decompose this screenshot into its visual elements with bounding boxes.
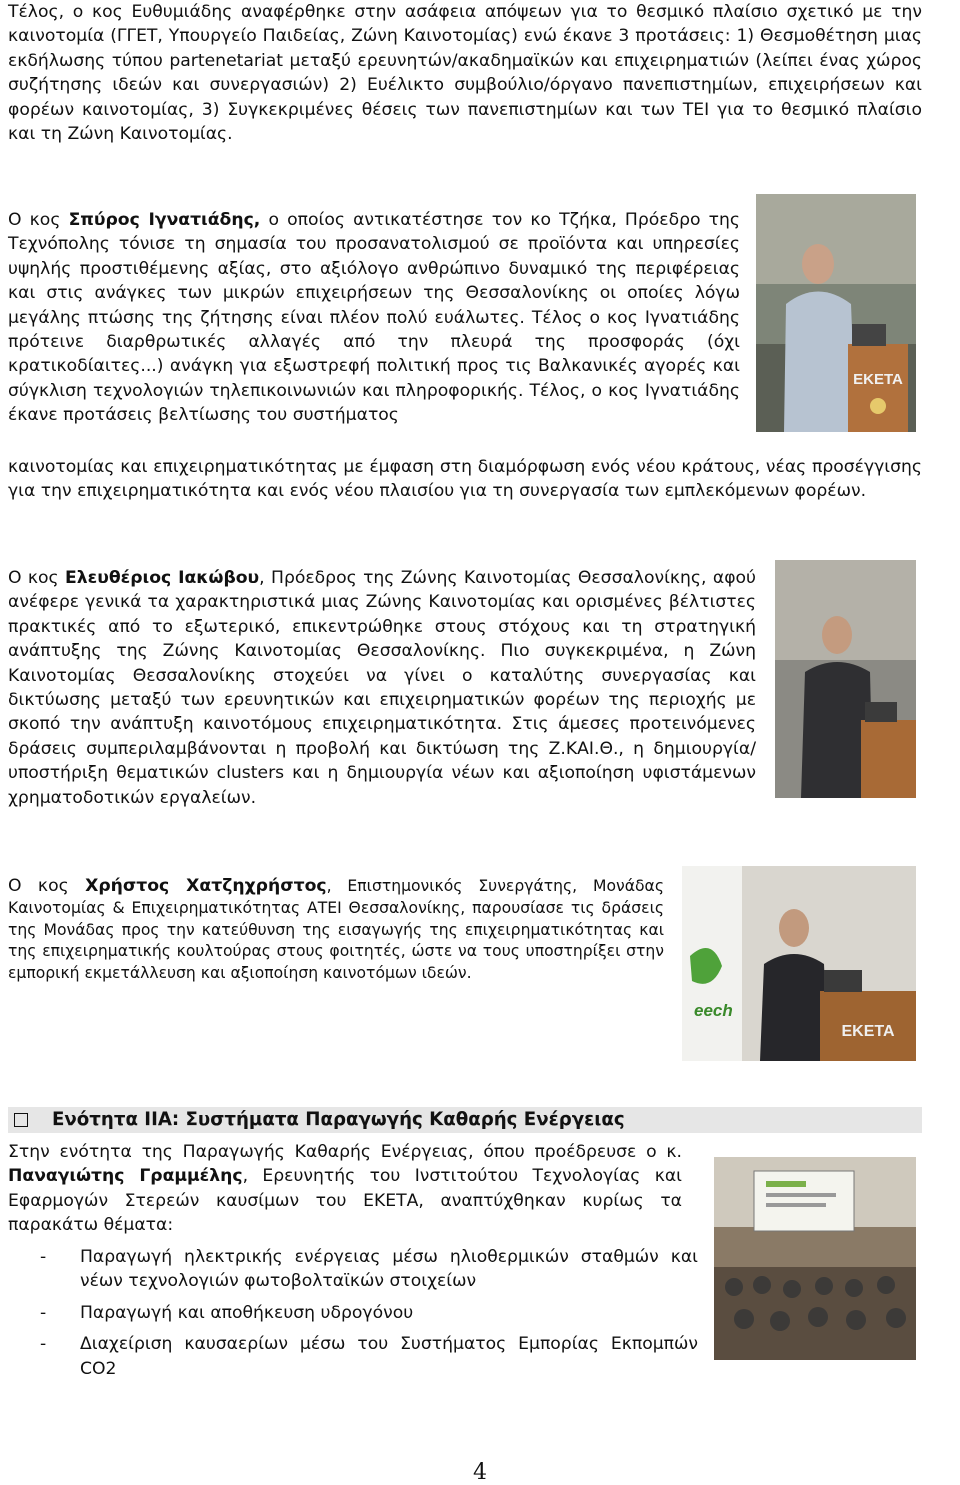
svg-text:ΕΚΕΤΑ: ΕΚΕΤΑ (853, 371, 903, 388)
photo-ignatiadis-speaking (756, 194, 916, 432)
grammelis-name: Παναγιώτης Γραμμέλης (8, 1166, 243, 1187)
chatzichristos-name: Χρήστος Χατζηχρήστος (85, 876, 327, 896)
svg-text:ΕΚΕΤΑ: ΕΚΕΤΑ (841, 1023, 895, 1040)
grammelis-pre: Στην ενότητα της Παραγωγής Καθαρής Ενέργειας, όπου προέδρευσε ο κ. (8, 1142, 682, 1162)
chatzichristos-pre: Ο κος (8, 876, 86, 896)
checkbox-bullet-icon (14, 1113, 28, 1127)
ignatiadis-name: Σπύρος Ιγνατιάδης, (68, 210, 261, 230)
chatzichristos-paragraph (8, 876, 664, 985)
iakovou-paragraph (8, 566, 756, 810)
grammelis-paragraph (8, 1140, 682, 1238)
photo-conference-hall (714, 1157, 916, 1360)
svg-text:eech: eech (694, 1001, 733, 1020)
topics-list (8, 1245, 698, 1388)
ignatiadis-paragraph-cont: καινοτομίας και επιχειρηματικότητας με έμφαση στη διαμόρφωση ενός νέου κράτους, νέας προσέγγισης για την επιχειρηματικότητα και ενός νέου πλαισίου για τη συνεργασία των εμπλεκόμενων φορέων. (8, 457, 922, 502)
photo-chatzichristos-speaking (682, 866, 916, 1061)
intro-paragraph: Τέλος, ο κος Ευθυμιάδης αναφέρθηκε στην ασάφεια απόψεων για το θεσμικό πλαίσιο σχετικό με την καινοτομία (ΓΓΕΤ, Υπουργείο Παιδείας, Ζώνη Καινοτομίας) ενώ έκανε 3 προτάσεις: 1) Θεσμοθέτηση μιας εκδήλωσης τύπου partenetariat μεταξύ ερευνητών/ακαδημαϊκών και επιχειρηματιών (λείπει ένας χώρος συζήτησης ιδεών και συνεργασιών) 2) Ευέλικτο συμβούλιο/όργανο πανεπιστημίων, επιχειρήσεων και φορέων καινοτομίας, 3) Συγκεκριμένες θέσεις των πανεπιστημίων και των ΤΕΙ για το θεσμικό πλαίσιο και τη Ζώνη Καινοτομίας. (8, 2, 922, 145)
section-heading: Ενότητα ΙΙΑ: Συστήματα Παραγωγής Καθαρής Ενέργειας (52, 1109, 625, 1130)
section-heading-bar (8, 1107, 922, 1133)
iakovou-pre: Ο κος (8, 568, 66, 588)
ignatiadis-paragraph (8, 208, 740, 428)
iakovou-name: Ελευθέριος Ιακώβου (65, 568, 260, 588)
ignatiadis-pre: Ο κος (8, 210, 69, 230)
list-item: - Παραγωγή και αποθήκευση υδρογόνου (40, 1302, 414, 1323)
photo-iakovou-speaking (775, 560, 916, 798)
grammelis-text: , Ερευνητής του Ινστιτούτου Τεχνολογίας και Εφαρμογών Στερεών καυσίμων του ΕΚΕΤΑ, αναπτύχθηκαν κυρίως τα παρακάτω θέματα: (8, 1166, 683, 1236)
list-item: - Διαχείριση καυσαερίων μέσω του Συστήματος Εμπορίας Εκπομπών CO2 (40, 1334, 698, 1379)
list-item: - Παραγωγή ηλεκτρικής ενέργειας μέσω ηλιοθερμικών σταθμών και νέων τεχνολογιών φωτοβολταϊκών στοιχείων (40, 1247, 698, 1292)
page-number: 4 (473, 1460, 487, 1485)
iakovou-text: , Πρόεδρος της Ζώνης Καινοτομίας Θεσσαλονίκης, αφού ανέφερε γενικά τα χαρακτηριστικά μιας Ζώνης Καινοτομίας και ορισμένες βέλτιστες πρακτικές από το εξωτερικό, επικεντρώθηκε στους στόχους και τη στρατηγική ανάπτυξης της Ζώνης Καινοτομίας Θεσσαλονίκης. Πιο συγκεκριμένα, η Ζώνη Καινοτομίας Θεσσαλονίκης στοχεύει να γίνει ο καταλύτης συνεργασίας και δικτύωσης μεταξύ των ερευνητικών και επιχειρηματικών φορέων της περιοχής με σκοπό την ανάπτυξη καινοτόμους επιχειρηματικότητα. Στις άμεσες προτεινόμενες δράσεις συμπεριλαμβάνονται η προβολή και δικτύωση της Ζ.ΚΑΙ.Θ., η δημιουργία/υποστήριξη θεματικών clusters και η δημιουργία νέων και αξιοποίηση υφιστάμενων χρηματοδοτικών εργαλείων. (8, 568, 756, 808)
chatzichristos-text: , Επιστημονικός Συνεργάτης, Μονάδας Καινοτομίας & Επιχειρηματικότητας ΑΤΕΙ Θεσσαλονίκης, παρουσίασε τις δράσεις της Μονάδας προς την κατεύθυνση της εισαγωγής της επιχειρηματικότητας και της επιχειρηματικής κουλτούρας στους φοιτητές, ώστε να τους υποστηρίξει στην εμπορική εκμετάλλευση και αξιοποίηση καινοτόμων ιδεών. (8, 877, 664, 983)
ignatiadis-text: ο οποίος αντικατέστησε τον κο Τζήκα, Πρόεδρο της Τεχνόπολης τόνισε τη σημασία του προσανατολισμού σε προϊόντα και υπηρεσίες υψηλής προστιθέμενης αξίας, στο αξιόλογο ανθρώπινο δυναμικό της περιφέρειας και στις ανάγκες των μικρών επιχειρήσεων της Θεσσαλονίκης οι οποίες λόγω μεγάλης πτώσης της ζήτησης είναι πλέον πολύ ευάλωτες. Τέλος ο κος Ιγνατιάδης πρότεινε διαρθρωτικές αλλαγές από την πλευρά της προσφοράς (όχι κρατικοδίαιτες...) ανάγκη για εξωστρεφή πολιτική προς τις Βαλκανικές αγορές και σύγκλιση τεχνολογιών τηλεπικοινωνιών και πληροφορικής. Τέλος, ο κος Ιγνατιάδης έκανε προτάσεις βελτίωσης του συστήματος (8, 210, 740, 426)
